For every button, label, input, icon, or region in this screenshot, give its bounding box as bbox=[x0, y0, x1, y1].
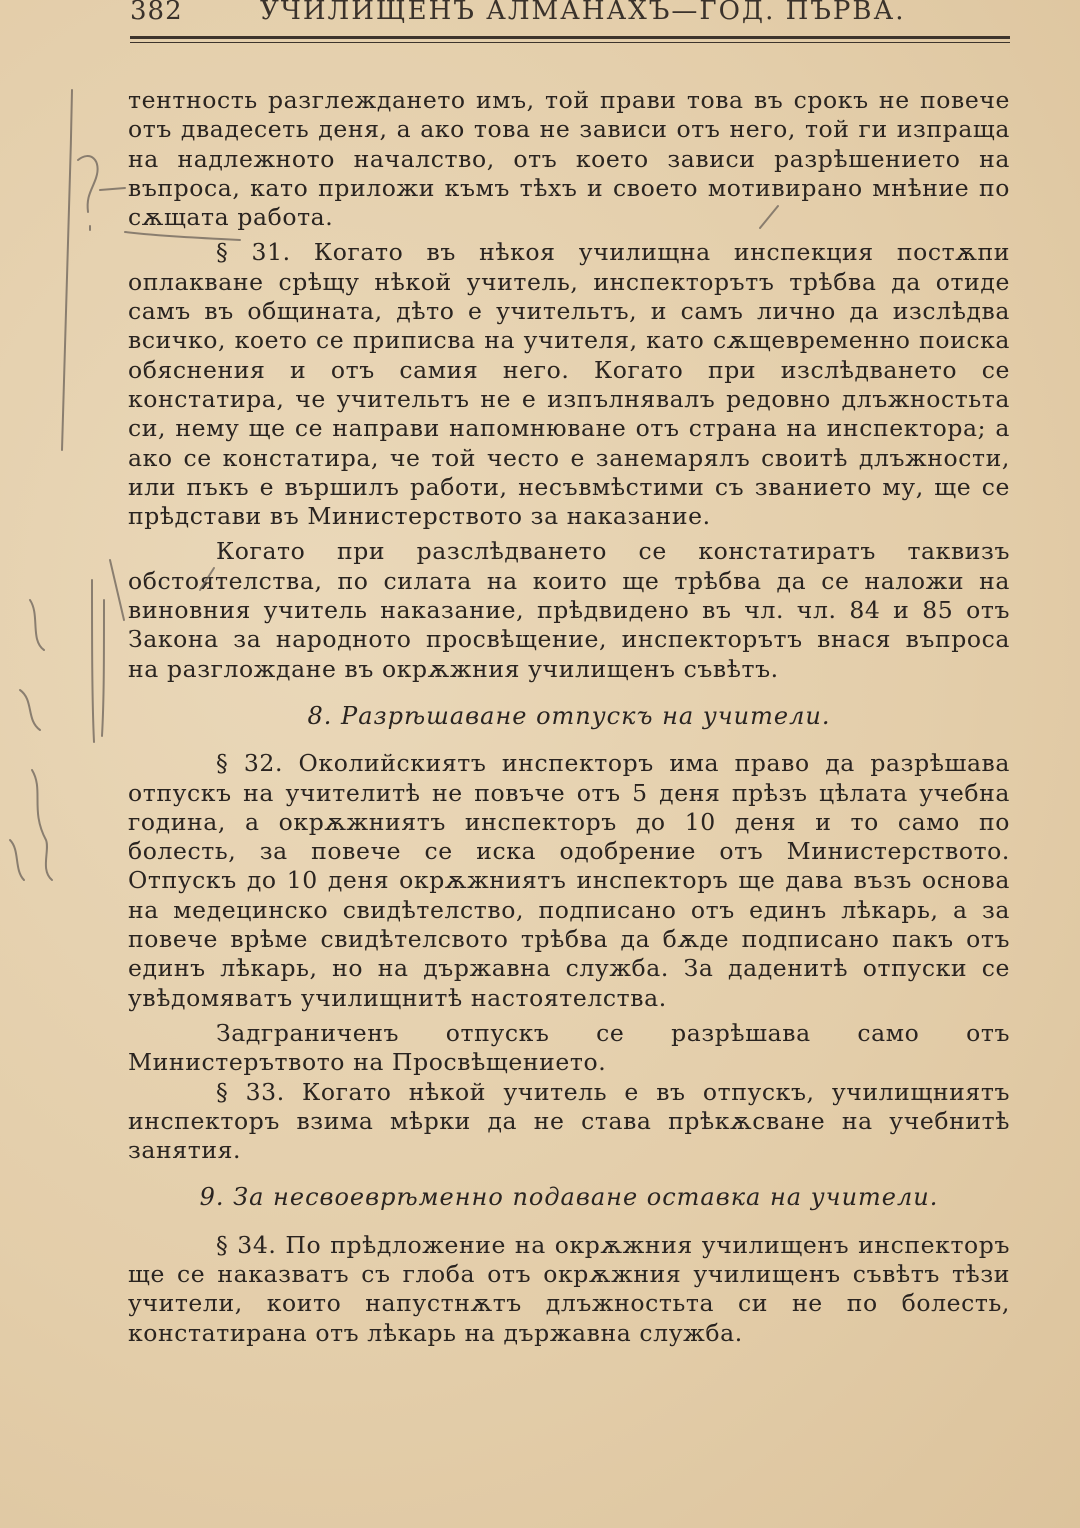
header-rule-thin bbox=[130, 42, 1010, 43]
paragraph-section-32-cont: Задграниченъ отпускъ се разрѣшава само отъ Министерътвото на Просвѣщението. bbox=[128, 1018, 1010, 1077]
margin-scribble-4 bbox=[10, 840, 24, 880]
paragraph-section-33: § 33. Когато нѣкой учитель е въ отпускъ, училищниятъ инспекторъ взима мѣрки да не става прѣкѫсване на учебнитѣ занятия. bbox=[128, 1077, 1010, 1165]
paragraph-section-31-cont: Когато при разслѣдването се констатиратъ таквизъ обстоятелства, по силата на които ще трѣбва да се наложи на виновния учитель наказание, прѣдвидено въ чл. чл. 84 и 85 отъ Закона за народното просвѣщение, инспекторътъ внася въпроса на разглождане въ окрѫжния училищенъ съвѣтъ. bbox=[128, 537, 1010, 683]
page-number: 382 bbox=[130, 0, 183, 26]
paragraph-section-32: § 32. Околийскиятъ инспекторъ има право да разрѣшава отпускъ на учителитѣ не повъче отъ 5 деня прѣзъ цѣлата учебна година, а окрѫжниятъ инспекторъ до 10 деня и то само по болесть, за повече се иска одобрение отъ Министерството. Отпускъ до 10 деня окрѫжниятъ инспекторъ ще дава възъ основа на медецинско свидѣтелство, подписано отъ единъ лѣкарь, а за повече врѣме свидѣтелсвото трѣбва да бѫде подписано пакъ отъ единъ лѣкарь, но на държавна служба. За даденитѣ отпуски се увѣдомяватъ училищнитѣ настоятелства. bbox=[128, 749, 1010, 1012]
margin-line-left-top bbox=[62, 90, 72, 450]
paragraph-continuation: тентность разглеждането имъ, той прави това въ срокъ не повече отъ двадесеть деня, а ако това не зависи отъ него, той ги изпраща на надлежното началство, отъ което зависи разрѣшението на въпроса, като приложи къмъ тѣхъ и своето мотивирано мнѣние по сѫщата работа. bbox=[128, 86, 1010, 232]
running-title: УЧИЛИЩЕНЪ АЛМАНАХЪ—ГОД. ПЪРВА. bbox=[260, 0, 906, 26]
page-header bbox=[130, 0, 1010, 38]
margin-scribble-2 bbox=[20, 690, 40, 730]
margin-arrow-mark bbox=[100, 188, 125, 190]
header-rule-thick bbox=[130, 36, 1010, 39]
body-text bbox=[128, 86, 1010, 1348]
margin-slash bbox=[110, 560, 124, 620]
paragraph-section-31: § 31. Когато въ нѣкоя училищна инспекция постѫпи оплакване срѣщу нѣкой учитель, инспекторътъ трѣбва да отиде самъ въ общината, дѣто е учительтъ, и самъ лично да изслѣдва всичко, което се приписва на учителя, като сѫщевременно поиска обяснения и отъ самия него. Когато при изслѣдването се констатира, че учительтъ не е изпълнявалъ редовно длъжностьта си, нему ще се направи напомнюване отъ страна на инспектора; а ако се констатира, че той често е занемарялъ своитѣ длъжности, или пъкъ е вършилъ работи, несъвмѣстими съ званието му, ще се прѣдстави въ Министерството за наказание. bbox=[128, 238, 1010, 531]
paragraph-section-34: § 34. По прѣдложение на окрѫжния училищенъ инспекторъ ще се наказватъ съ глоба отъ окрѫжния училищенъ съвѣтъ тѣзи учители, които напустнѫтъ длъжностьта си не по болесть, констатирана отъ лѣкарь на държавна служба. bbox=[128, 1230, 1010, 1347]
margin-scribble-3 bbox=[32, 770, 52, 880]
section-heading-9: 9. За несвоеврѣменно подаване оставка на учители. bbox=[199, 1183, 939, 1212]
section-heading-8: 8. Разрѣшаване отпускъ на учители. bbox=[307, 701, 831, 730]
margin-line-left-mid-2 bbox=[102, 600, 104, 736]
margin-line-left-mid-1 bbox=[92, 580, 94, 742]
margin-question-mark bbox=[78, 156, 98, 230]
margin-scribble-1 bbox=[30, 600, 44, 650]
